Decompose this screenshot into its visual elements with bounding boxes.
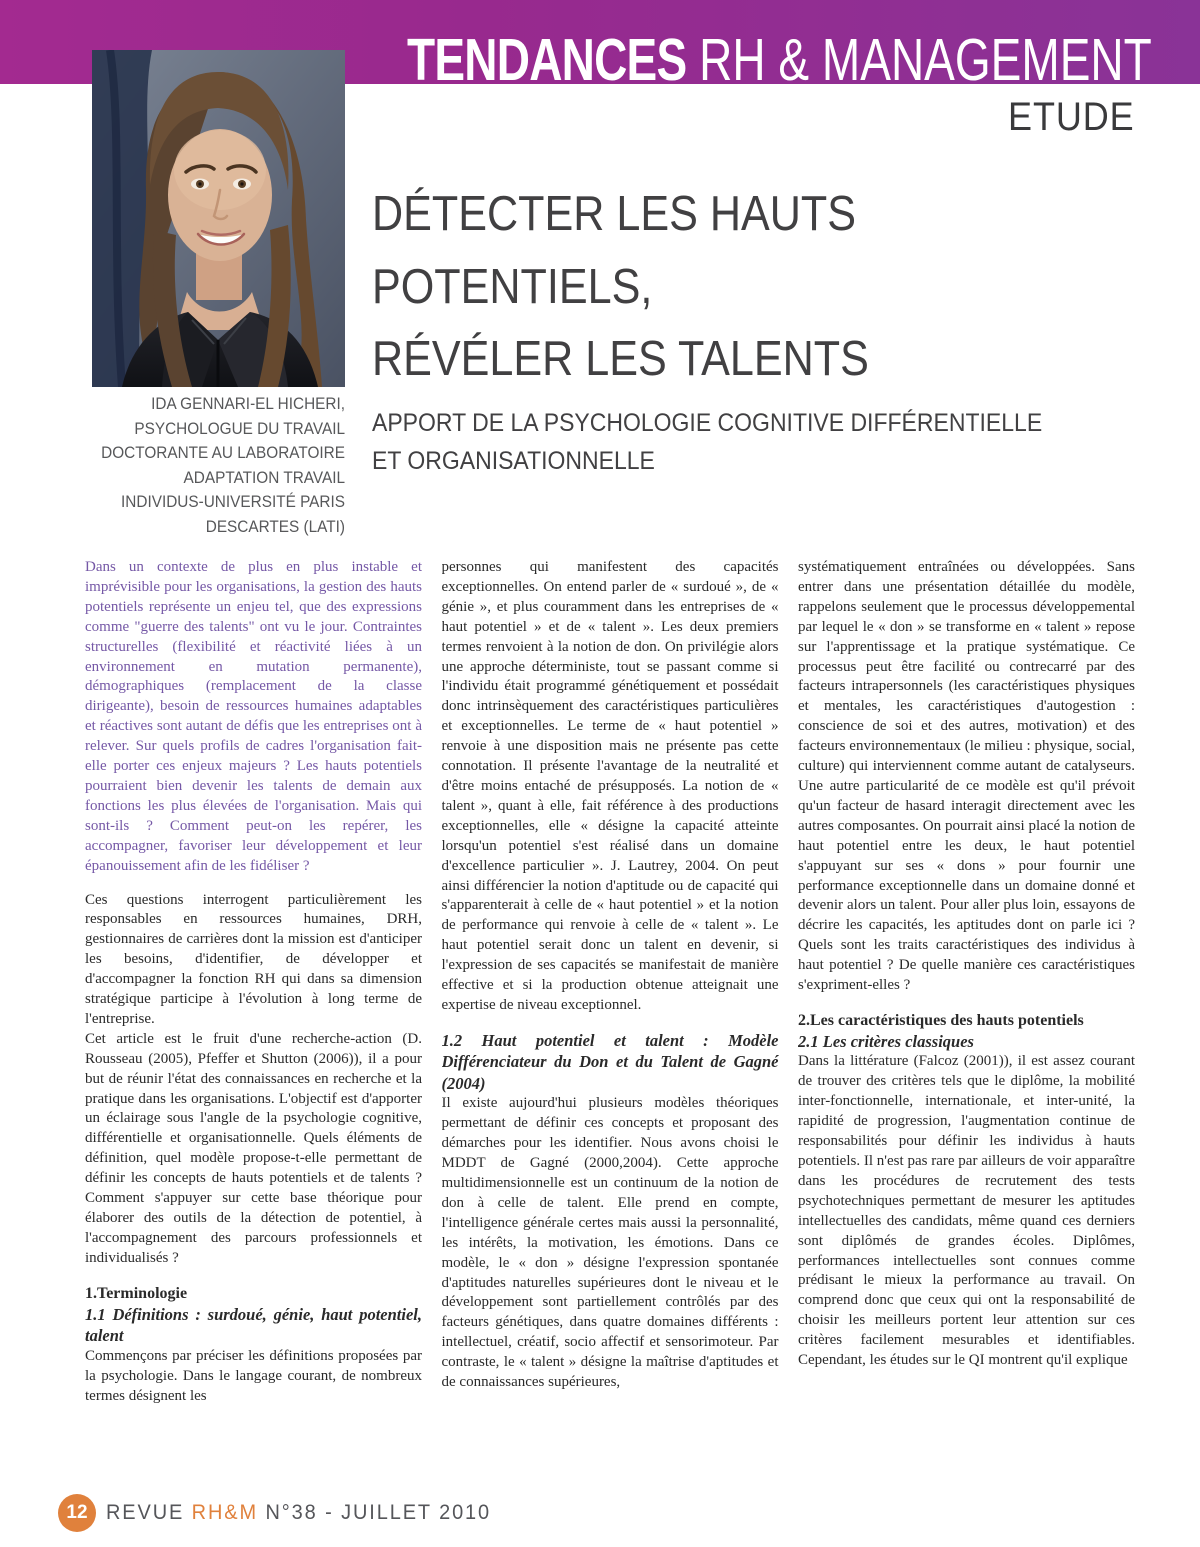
text-column-1 [85, 558, 422, 1494]
masthead-title-light: RH & MANAGEMENT [686, 27, 1152, 93]
article-title-line: RÉVÉLER LES TALENTS [372, 332, 869, 386]
article-subtitle-line: ET ORGANISATIONNELLE [372, 447, 655, 475]
body-paragraph: systématiquement entraînées ou développées. Sans entrer dans une présentation détaillée du modèle, rappelons seulement que le processus développemental par lequel le « don » se transforme en « talent » repose sur l'apprentissage et la pratique systématique. Ce processus peut être facilité ou contrecarré par des facteurs intrapersonnels (les caractéristiques physiques et mentales, les caractéristiques d'autogestion : conscience de soi et des autres, motivation) et des facteurs environnementaux (le milieu : physique, social, culture) qui interviennent comme autant de catalyseurs. Une autre particularité de ce modèle est qu'il prévoit qu'un facteur de hasard interagit directement avec les autres composantes. On pourrait ainsi placé la notion de haut potentiel entre les deux, le haut potentiel s'appuyant sur ses « dons » pour fournir une performance exceptionnelle dans un domaine donné et devenir alors un talent. Pour aller plus loin, essayons de décrire les capacités, les aptitudes dont on parle ici ? Quels sont les traits caractéristiques des individus à haut potentiel ? De quelle manière ces caractéristiques s'expriment-elles ? [798, 559, 1135, 994]
author-caption-line: PSYCHOLOGUE DU TRAVAIL [134, 419, 345, 438]
author-caption [40, 392, 345, 539]
author-name: IDA GENNARI-EL HICHERI, [151, 395, 345, 413]
subsection-heading: 1.2 Haut potentiel et talent : Modèle Différenciateur du Don et du Talent de Gagné (2004) [441, 1030, 779, 1093]
section-kicker: ETUDE [1008, 95, 1135, 139]
author-caption-line: INDIVIDUS-UNIVERSITÉ PARIS [121, 493, 345, 511]
text-column-2 [442, 558, 779, 1494]
footer-text [106, 1501, 491, 1525]
article-title-line: DÉTECTER LES HAUTS [372, 187, 856, 241]
body-paragraph: Il existe aujourd'hui plusieurs modèles théoriques permettant de définir ces concepts et proposant des démarches pour les identifier. Nous avons choisi le MDDT de Gagné (2000,2004). Cette approche multidimensionnelle est un continuum de la notion de don à celle de talent. Elle prend en compte, l'intelligence générale certes mais aussi la personnalité, les intérêts, la motivation, les émotions. Dans ce modèle, le « don » désigne l'expression spontanée d'aptitudes naturelles supérieures dont le niveau et le développement sont partiellement contrôlés par des facteurs génétiques, dans quatre domaines différents : intellectuel, créatif, socio affectif et sensorimoteur. Par contraste, le « talent » désigne la maîtrise d'aptitudes et de connaissances supérieures, [441, 1095, 779, 1391]
footer-revue: REVUE [106, 1501, 192, 1524]
body-paragraph: personnes qui manifestent des capacités exceptionnelles. On entend parler de « surdoué », de « génie », et plus couramment dans les entreprises de « haut potentiel » et de « talent ». Les deux premiers termes renvoient à la notion de don. On privilégie alors une approche déterministe, tout se passant comme si l'individu était programmé génétiquement et possédait donc intrinsèquement des caractéristiques particulières et exceptionnelles. Le terme de « haut potentiel » renvoie à une disposition mais ne présente pas cette connotation. Il présente l'avantage de la neutralité et d'être moins entaché de présupposés. La notion de « talent », quant à elle, fait référence à des productions exceptionnelles, elle « désigne la capacité atteinte lorsqu'un potentiel s'est réalisé dans un domaine d'excellence particulier ». J. Lautrey, 2004. On peut ainsi différencier la notion d'aptitude ou de capacité qui s'apparenterait à celle de « haut potentiel » et la notion de performance qui renvoie à celle de « talent ». Le haut potentiel serait donc un talent en devenir, si l'expression de ses capacités se manifestait de manière effective et si la production obtenue atteignait une expertise de niveau exceptionnel. [441, 559, 779, 1013]
body-paragraph: Ces questions interrogent particulièrement les responsables en ressources humaines, DRH, gestionnaires de carrières dont la mission est d'anticiper les besoins, d'identifier, de développer et d'accompagner la fonction RH qui dans sa dimension stratégique participe à l'évolution à long terme de l'entreprise. [85, 891, 422, 1027]
page-footer [58, 1494, 511, 1532]
article-subtitle-line: APPORT DE LA PSYCHOLOGIE COGNITIVE DIFFÉRENTIELLE [372, 409, 1043, 437]
body-paragraph: Dans la littérature (Falcoz (2001)), il est assez courant de trouver des critères tels que le diplôme, la mobilité inter-fonctionnelle, internationale, et inter-unité, la rapidité de progression, l'augmentation continue de responsabilités pour définir les individus à hauts potentiels. Il n'est pas rare par ailleurs de voir apparaître dans les procédures de recrutement des tests psychotechniques permettant de mesurer les aptitudes intellectuelles des candidats, même quand ces derniers sont diplômés de grandes écoles. Diplômes, performances intellectuelles sont connues comme prédisant le mieux la performance au travail. On comprend donc que ceux qui ont la responsabilité de choisir les meilleurs portent leur attention sur ces critères facilement mesurables et identifiables. Cependant, les études sur le QI montrent qu'il explique [798, 1053, 1135, 1369]
article-title-line: POTENTIELS, [372, 259, 653, 314]
masthead-title [407, 27, 1152, 93]
author-caption-line: DESCARTES (LATI) [205, 517, 345, 536]
section-heading: 2.Les caractéristiques des hauts potentiels [798, 1011, 1084, 1029]
section-heading: 1.Terminologie [85, 1284, 188, 1302]
article-columns [85, 558, 1135, 1494]
subsection-heading: 2.1 Les critères classiques [798, 1031, 974, 1051]
author-caption-line: ADAPTATION TRAVAIL [183, 468, 345, 487]
body-paragraph: Commençons par préciser les définitions proposées par la psychologie. Dans le langage courant, de nombreux termes désignent les [85, 1347, 422, 1404]
footer-issue: N°38 - JUILLET 2010 [258, 1501, 492, 1524]
article-title [372, 178, 937, 396]
page-number-badge: 12 [58, 1494, 96, 1532]
text-column-3 [798, 558, 1135, 1494]
subsection-heading: 1.1 Définitions : surdoué, génie, haut potentiel, talent [85, 1304, 422, 1346]
masthead-title-bold: TENDANCES [407, 27, 687, 93]
body-paragraph: Cet article est le fruit d'une recherche-action (D. Rousseau (2005), Pfeffer et Shutton (2006)), il a pour but de réunir l'état des connaissances en recherche et la pratique dans les organisations. L'objectif est d'apporter un éclairage sous l'angle de la psychologie cognitive, différentielle et organisationnelle. Quels éléments de définition, quel modèle propose-t-elle permettant de définir les concepts de hauts potentiels et de talents ? Comment s'appuyer sur cette base théorique pour élaborer des outils de la détection de potentiel, à l'accompagnement des parcours professionnels et individualisés ? [85, 1030, 422, 1266]
footer-brand: RH&M [191, 1501, 259, 1524]
author-caption-line: DOCTORANTE AU LABORATOIRE [101, 444, 345, 462]
author-photo [92, 50, 345, 387]
intro-paragraph: Dans un contexte de plus en plus instable et imprévisible pour les organisations, la gestion des hauts potentiels représente un enjeu tel, que des expressions comme "guerre des talents" ont vu le jour. Contraintes structurelles (flexibilité et réactivité liées à un environnement en mutation permanente), démographiques (remplacement de la classe dirigeante), besoin de ressources humaines adaptables et réactives sont autant de défis que les entreprises ont à relever. Sur quels profils de cadres l'organisation fait-elle porter ces enjeux majeurs ? Les hauts potentiels pourraient bien devenir les talents de demain aux fonctions les plus élevées de l'organisation. Mais qui sont-ils ? Comment peut-on les repérer, les accompagner, favoriser leur développement et leur épanouissement afin de les fidéliser ? [85, 559, 422, 874]
article-subtitle [372, 404, 1100, 480]
